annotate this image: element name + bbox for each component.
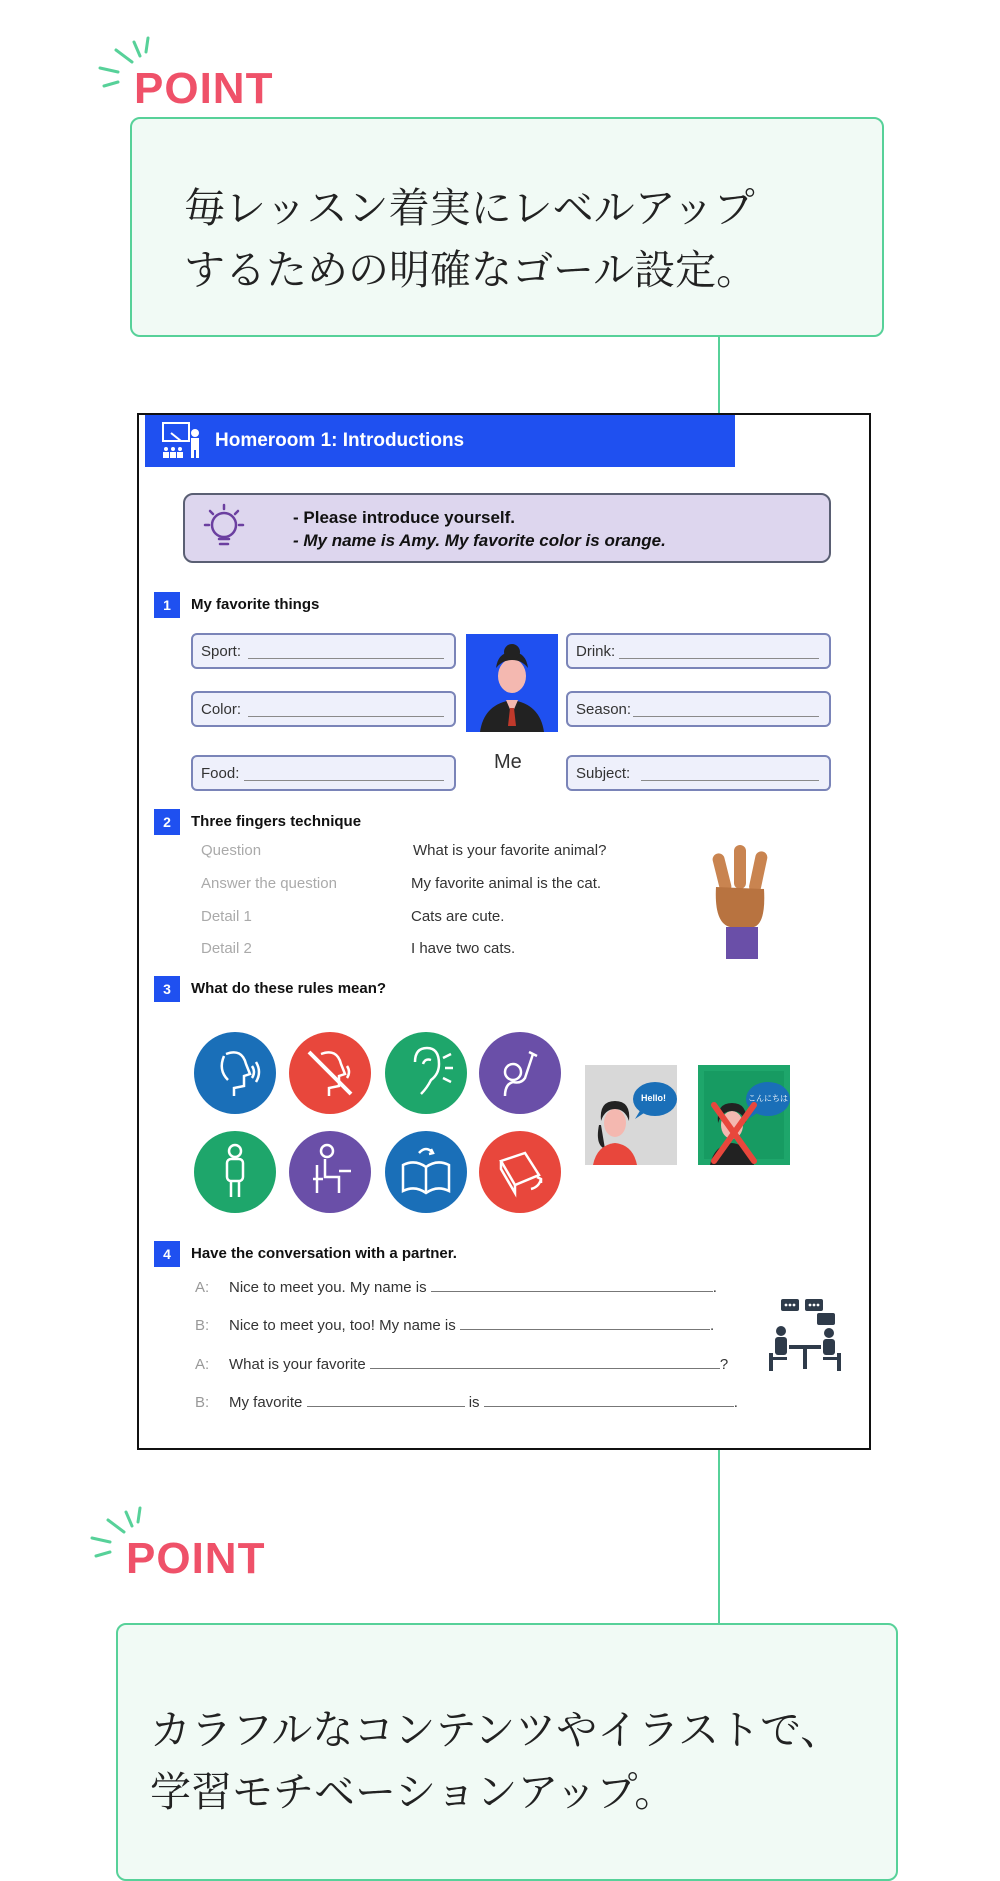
- teacher-icon: [161, 421, 205, 461]
- punctuation: ?: [719, 1356, 729, 1373]
- person-illustration: [466, 634, 558, 732]
- worksheet-title: Homeroom 1: Introductions: [215, 430, 465, 451]
- section-number: 2: [154, 809, 180, 835]
- section-title: Three fingers technique: [191, 813, 362, 830]
- stand-icon: [194, 1131, 276, 1213]
- technique-value: I have two cats.: [411, 940, 516, 957]
- conversation-line: [229, 1356, 728, 1373]
- tip-example: - My name is Amy. My favorite color is orange.: [293, 531, 666, 550]
- speech-bubble-text: こんにちは: [748, 1094, 788, 1103]
- open-book-icon: [385, 1131, 467, 1213]
- callout-line: 毎レッスン着実にレベルアップ: [184, 184, 755, 232]
- tip-instruction: - Please introduce yourself.: [293, 508, 516, 527]
- point-label-top: [96, 34, 296, 114]
- speech-bubble-text: Hello!: [641, 1093, 667, 1103]
- favorite-field-sport[interactable]: [191, 633, 456, 669]
- technique-label: Detail 2: [201, 940, 252, 957]
- section-title: My favorite things: [191, 596, 320, 613]
- conversation-partners-icon: [767, 1297, 847, 1375]
- conversation-text: is: [468, 1394, 480, 1411]
- technique-value: Cats are cute.: [411, 908, 505, 925]
- answer-blank[interactable]: [431, 1279, 713, 1292]
- favorite-field-food[interactable]: [191, 755, 456, 791]
- connector-line: [718, 337, 720, 414]
- punctuation: .: [712, 1279, 717, 1296]
- section-number: 4: [154, 1241, 180, 1267]
- speaker-label: A:: [195, 1356, 210, 1373]
- section-title: Have the conversation with a partner.: [191, 1245, 457, 1262]
- answer-blank[interactable]: [307, 1394, 465, 1407]
- conversation-line: [229, 1279, 717, 1296]
- field-label: Drink:: [576, 643, 616, 660]
- punctuation: .: [733, 1394, 738, 1411]
- no-japanese-icon: [289, 1032, 371, 1114]
- point-label: POINT: [126, 1534, 266, 1583]
- field-label: Food:: [201, 765, 240, 782]
- english-speaking-illustration: [585, 1065, 677, 1165]
- punctuation: .: [709, 1317, 715, 1334]
- favorite-field-subject[interactable]: [566, 755, 831, 791]
- technique-label: Detail 1: [201, 908, 252, 925]
- technique-label: Answer the question: [201, 875, 337, 892]
- worksheet-header: [145, 415, 735, 467]
- field-label: Sport:: [201, 643, 242, 660]
- speaker-label: B:: [195, 1317, 210, 1334]
- field-label: Season:: [576, 701, 632, 718]
- favorite-field-season[interactable]: [566, 691, 831, 727]
- tip-box: [183, 493, 831, 563]
- conversation-text: Nice to meet you. My name is: [229, 1279, 427, 1296]
- conversation-text: My favorite: [229, 1394, 303, 1411]
- conversation-line: [229, 1394, 738, 1411]
- listen-icon: [385, 1032, 467, 1114]
- callout-colorful-content: [116, 1623, 898, 1881]
- conversation-line: [229, 1317, 714, 1334]
- me-label: Me: [494, 751, 522, 773]
- sit-icon: [289, 1131, 371, 1213]
- conversation-text: Nice to meet you, too! My name is: [229, 1317, 456, 1334]
- technique-value: What is your favorite animal?: [413, 842, 607, 859]
- speak-icon: [194, 1032, 276, 1114]
- three-fingers-hand-icon: [706, 843, 776, 959]
- avatar: [466, 634, 558, 732]
- field-label: Color:: [201, 701, 242, 718]
- worksheet-preview: [137, 413, 871, 1450]
- callout-line: 学習モチベーションアップ。: [150, 1768, 676, 1816]
- section-title: What do these rules mean?: [191, 980, 387, 997]
- technique-value: My favorite animal is the cat.: [411, 875, 602, 892]
- section-number: 1: [154, 592, 180, 618]
- answer-blank[interactable]: [484, 1394, 734, 1407]
- section-number: 3: [154, 976, 180, 1002]
- answer-blank[interactable]: [460, 1317, 710, 1330]
- technique-label: Question: [201, 842, 262, 859]
- callout-line: カラフルなコンテンツやイラストで、: [150, 1706, 842, 1754]
- point-label: POINT: [134, 64, 274, 113]
- speaker-label: A:: [195, 1279, 210, 1296]
- close-book-icon: [479, 1131, 561, 1213]
- field-label: Subject:: [576, 765, 631, 782]
- japanese-speaking-prohibited-illustration: [698, 1065, 790, 1165]
- callout-line: するための明確なゴール設定。: [184, 246, 758, 294]
- callout-goal-setting: [130, 117, 884, 337]
- point-label-bottom: [88, 1504, 288, 1584]
- speaker-label: B:: [195, 1394, 210, 1411]
- connector-line: [718, 1450, 720, 1623]
- raise-hand-icon: [479, 1032, 561, 1114]
- answer-blank[interactable]: [370, 1356, 720, 1369]
- lightbulb-icon: [197, 501, 251, 557]
- favorite-field-drink[interactable]: [566, 633, 831, 669]
- favorite-field-color[interactable]: [191, 691, 456, 727]
- conversation-text: What is your favorite: [229, 1356, 366, 1373]
